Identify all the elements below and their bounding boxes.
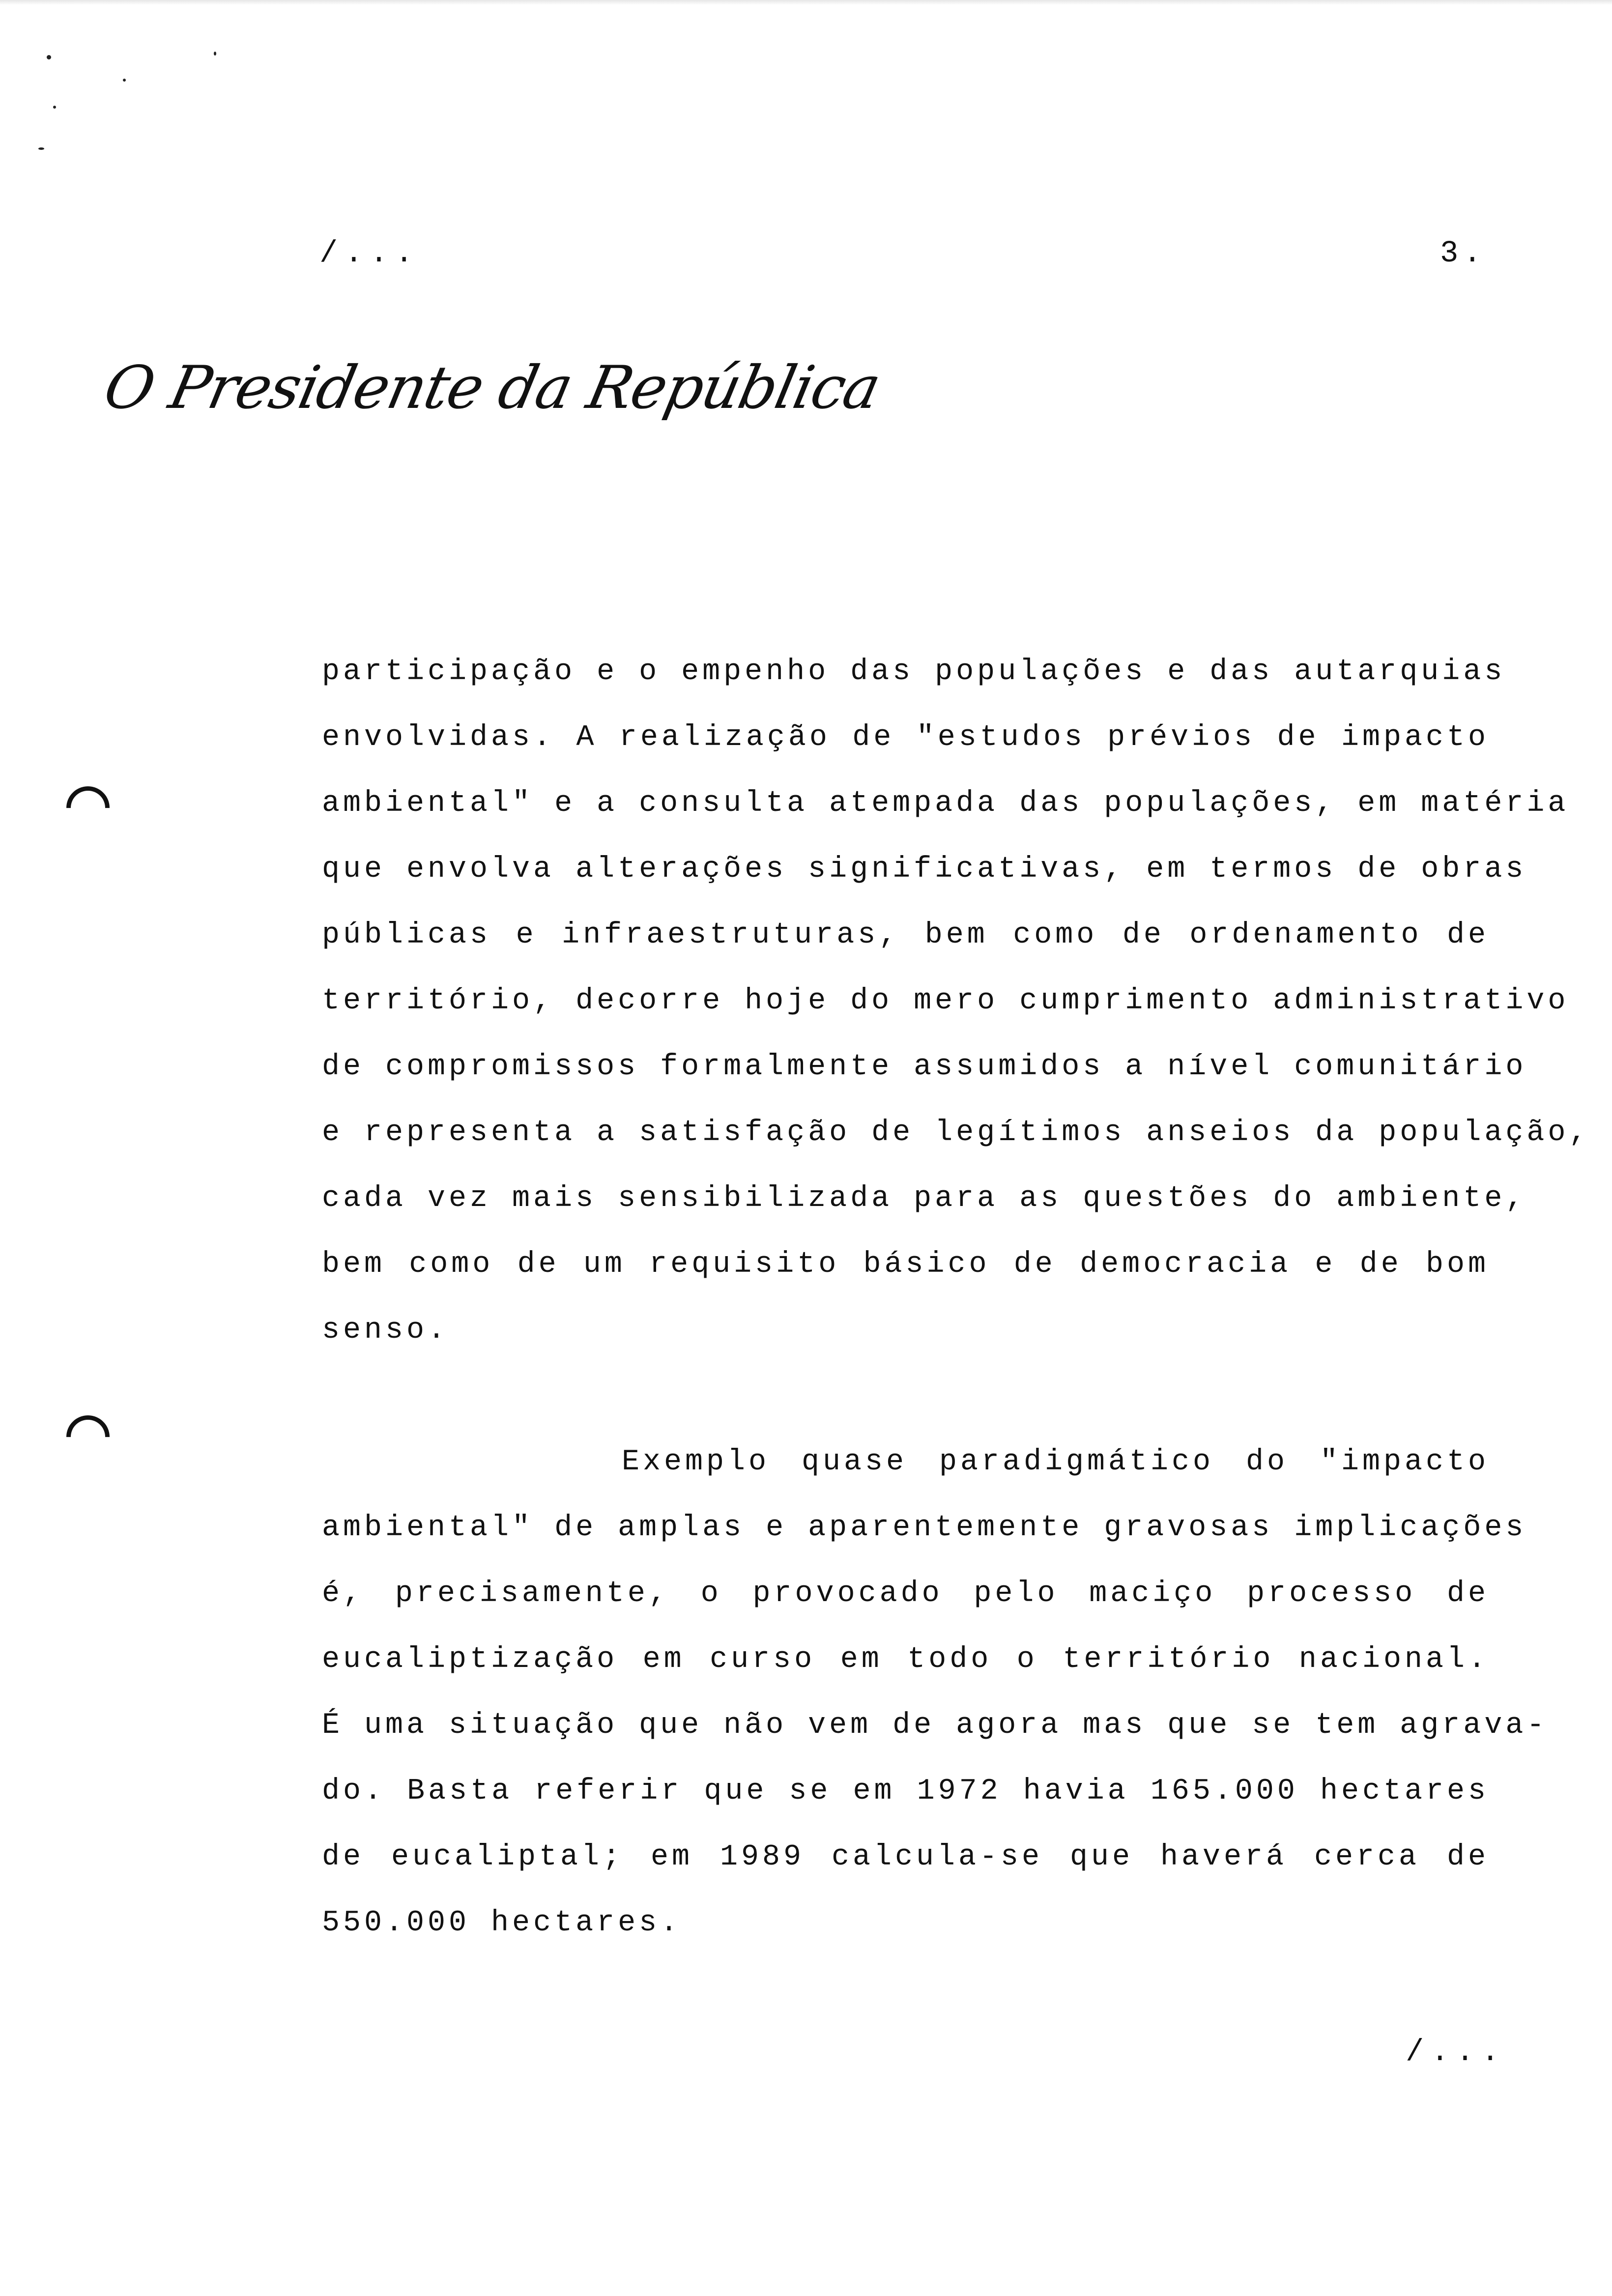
text-line: território, decorre hoje do mero cumprimento administrativo [322, 984, 1569, 1018]
text-line: públicas e infraestruturas, bem como de ordenamento de [322, 918, 1489, 952]
text-line: envolvidas. A realização de "estudos prévios de impacto [322, 721, 1489, 754]
scan-speck [38, 147, 44, 150]
text-line: cada vez mais sensibilizada para as questões do ambiente, [322, 1182, 1527, 1215]
continuation-mark-top: /... [319, 236, 420, 271]
text-line: É uma situação que não vem de agora mas que se tem agrava- [322, 1709, 1548, 1742]
text-line: Exemplo quase paradigmático do "impacto [622, 1445, 1489, 1479]
scan-speck [123, 79, 126, 82]
punch-hole-mark [58, 1406, 118, 1467]
text-line: ambiental" e a consulta atempada das populações, em matéria [322, 787, 1569, 820]
letterhead-signature: O Presidente da República [98, 354, 886, 422]
text-line: participação e o empenho das populações e das autarquias [322, 655, 1506, 689]
punch-hole-mark [58, 777, 118, 838]
continuation-mark-bottom: /... [1406, 2035, 1506, 2069]
body-text [322, 639, 1590, 1956]
text-line: bem como de um requisito básico de democracia e de bom [322, 1248, 1489, 1281]
scan-speck [214, 52, 216, 56]
paragraph-gap [322, 1363, 1489, 1429]
text-line: e representa a satisfação de legítimos anseios da população, [322, 1116, 1590, 1149]
text-line: do. Basta referir que se em 1972 havia 165.000 hectares [322, 1775, 1489, 1808]
text-line: eucaliptização em curso em todo o território nacional. [322, 1643, 1489, 1676]
scan-speck [53, 106, 56, 109]
text-line: de eucaliptal; em 1989 calcula-se que haverá cerca de [322, 1840, 1489, 1874]
scan-top-edge [0, 0, 1612, 5]
text-line: de compromissos formalmente assumidos a nível comunitário [322, 1050, 1527, 1084]
text-line: 550.000 hectares. [322, 1906, 682, 1940]
text-line: ambiental" de amplas e aparentemente gravosas implicações [322, 1511, 1527, 1545]
text-line: senso. [322, 1314, 449, 1347]
page-number: 3. [1440, 236, 1487, 271]
scan-speck [47, 55, 51, 59]
text-line: que envolva alterações significativas, em termos de obras [322, 853, 1527, 886]
text-line: é, precisamente, o provocado pelo maciço processo de [322, 1577, 1489, 1610]
